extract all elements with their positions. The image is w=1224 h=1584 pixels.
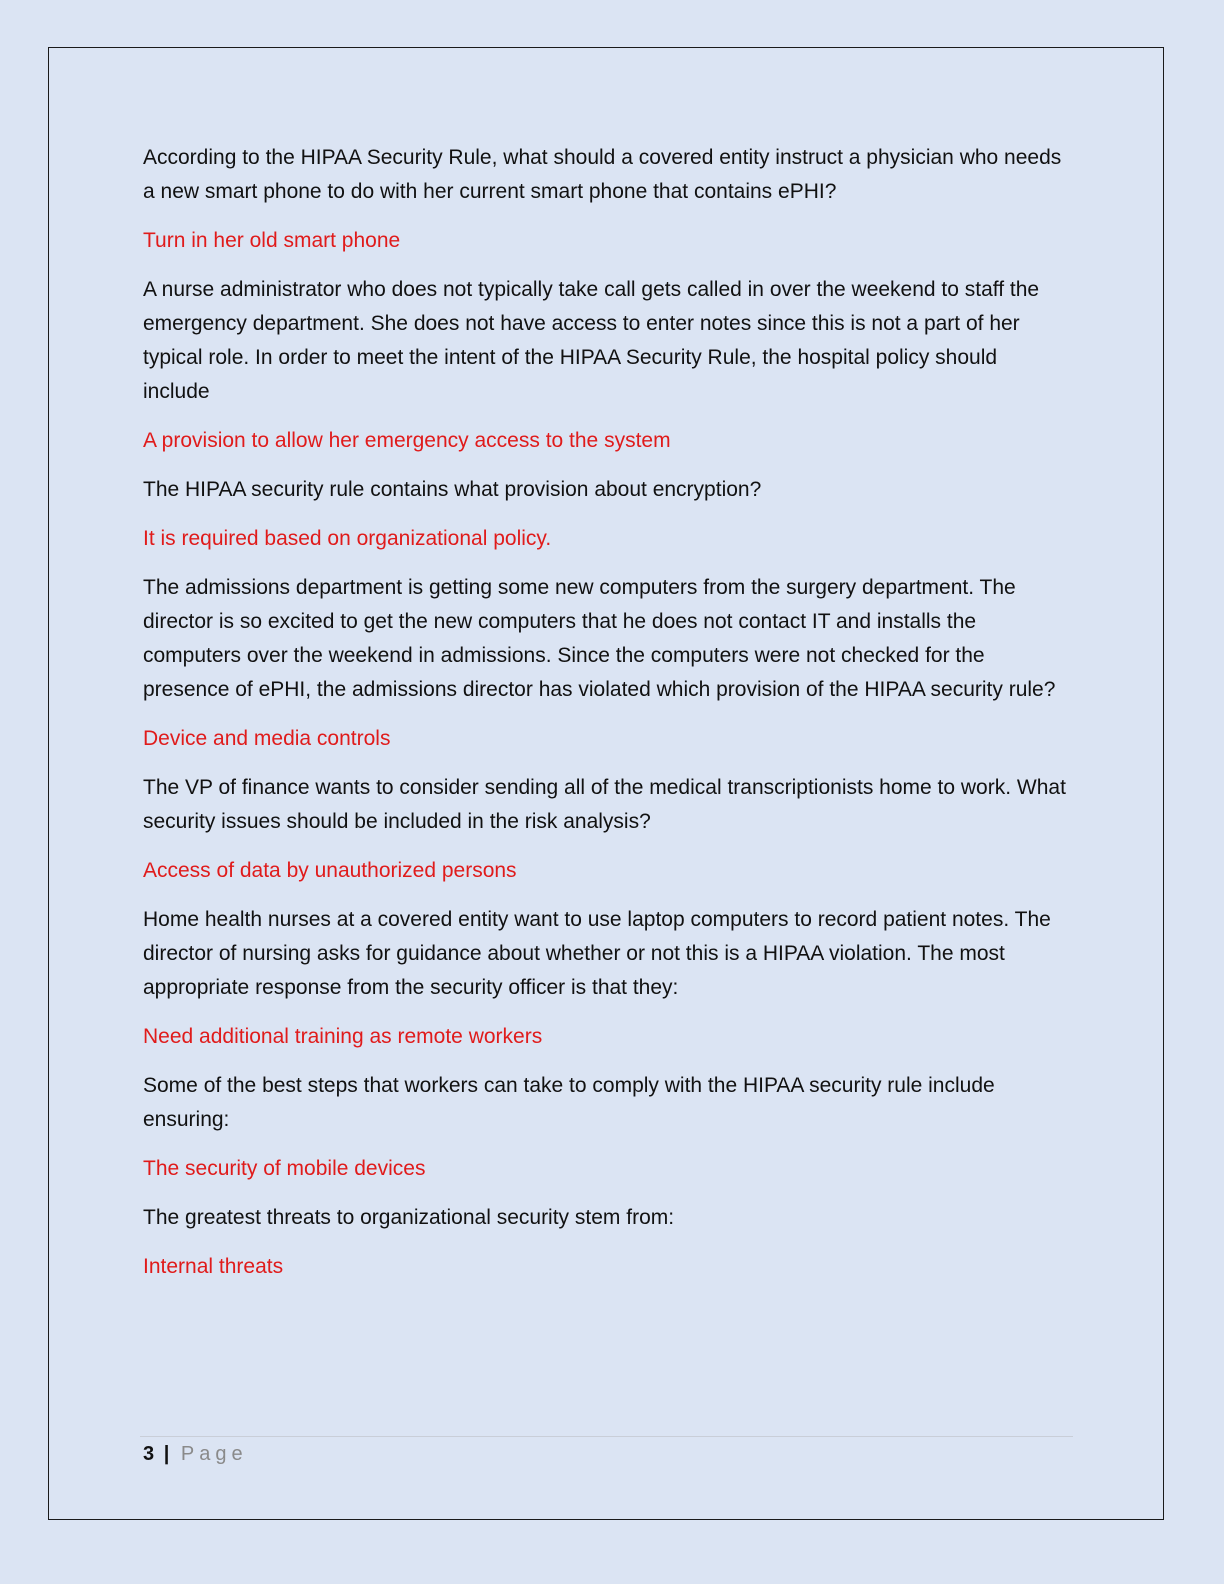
answer-text: Access of data by unauthorized persons <box>143 859 517 882</box>
answer-text: The security of mobile devices <box>143 1157 426 1180</box>
answer-text: Device and media controls <box>143 727 391 750</box>
question-text: Home health nurses at a covered entity want to use laptop computers to record patient notes. The director of nursing asks for guidance about whether or not this is a HIPAA violation. The most appropriate response from the security officer is that they: <box>143 908 1051 999</box>
question-text: Some of the best steps that workers can take to comply with the HIPAA security rule include ensuring: <box>143 1074 995 1131</box>
question-text: According to the HIPAA Security Rule, what should a covered entity instruct a physician who needs a new smart phone to do with her current smart phone that contains ePHI? <box>143 146 1062 203</box>
question-text: The HIPAA security rule contains what provision about encryption? <box>143 478 762 501</box>
answer-text: Need additional training as remote workers <box>143 1025 543 1048</box>
question-text: A nurse administrator who does not typically take call gets called in over the weekend to staff the emergency department. She does not have access to enter notes since this is not a part of her typical role. In order to meet the intent of the HIPAA Security Rule, the hospital policy should include <box>143 278 1040 403</box>
footer-divider <box>140 1436 1073 1437</box>
question-text: The admissions department is getting some new computers from the surgery department. The director is so excited to get the new computers that he does not contact IT and installs the computers over the weekend in admissions. Since the computers were not checked for the presence of ePHI, the admissions director has violated which provision of the HIPAA security rule? <box>143 576 1056 701</box>
answer-text: It is required based on organizational policy. <box>143 527 552 550</box>
question-text: The VP of finance wants to consider sending all of the medical transcriptionists home to work. What security issues should be included in the risk analysis? <box>143 776 1066 833</box>
page-label: Page <box>180 1443 248 1465</box>
page-footer <box>143 1440 248 1468</box>
document-body <box>143 141 1068 1299</box>
answer-text: Internal threats <box>143 1255 284 1278</box>
answer-text: A provision to allow her emergency access to the system <box>143 429 671 452</box>
page-number: 3 <box>143 1443 155 1465</box>
question-text: The greatest threats to organizational security stem from: <box>143 1206 675 1229</box>
footer-separator: | <box>163 1443 170 1465</box>
answer-text: Turn in her old smart phone <box>143 229 401 252</box>
